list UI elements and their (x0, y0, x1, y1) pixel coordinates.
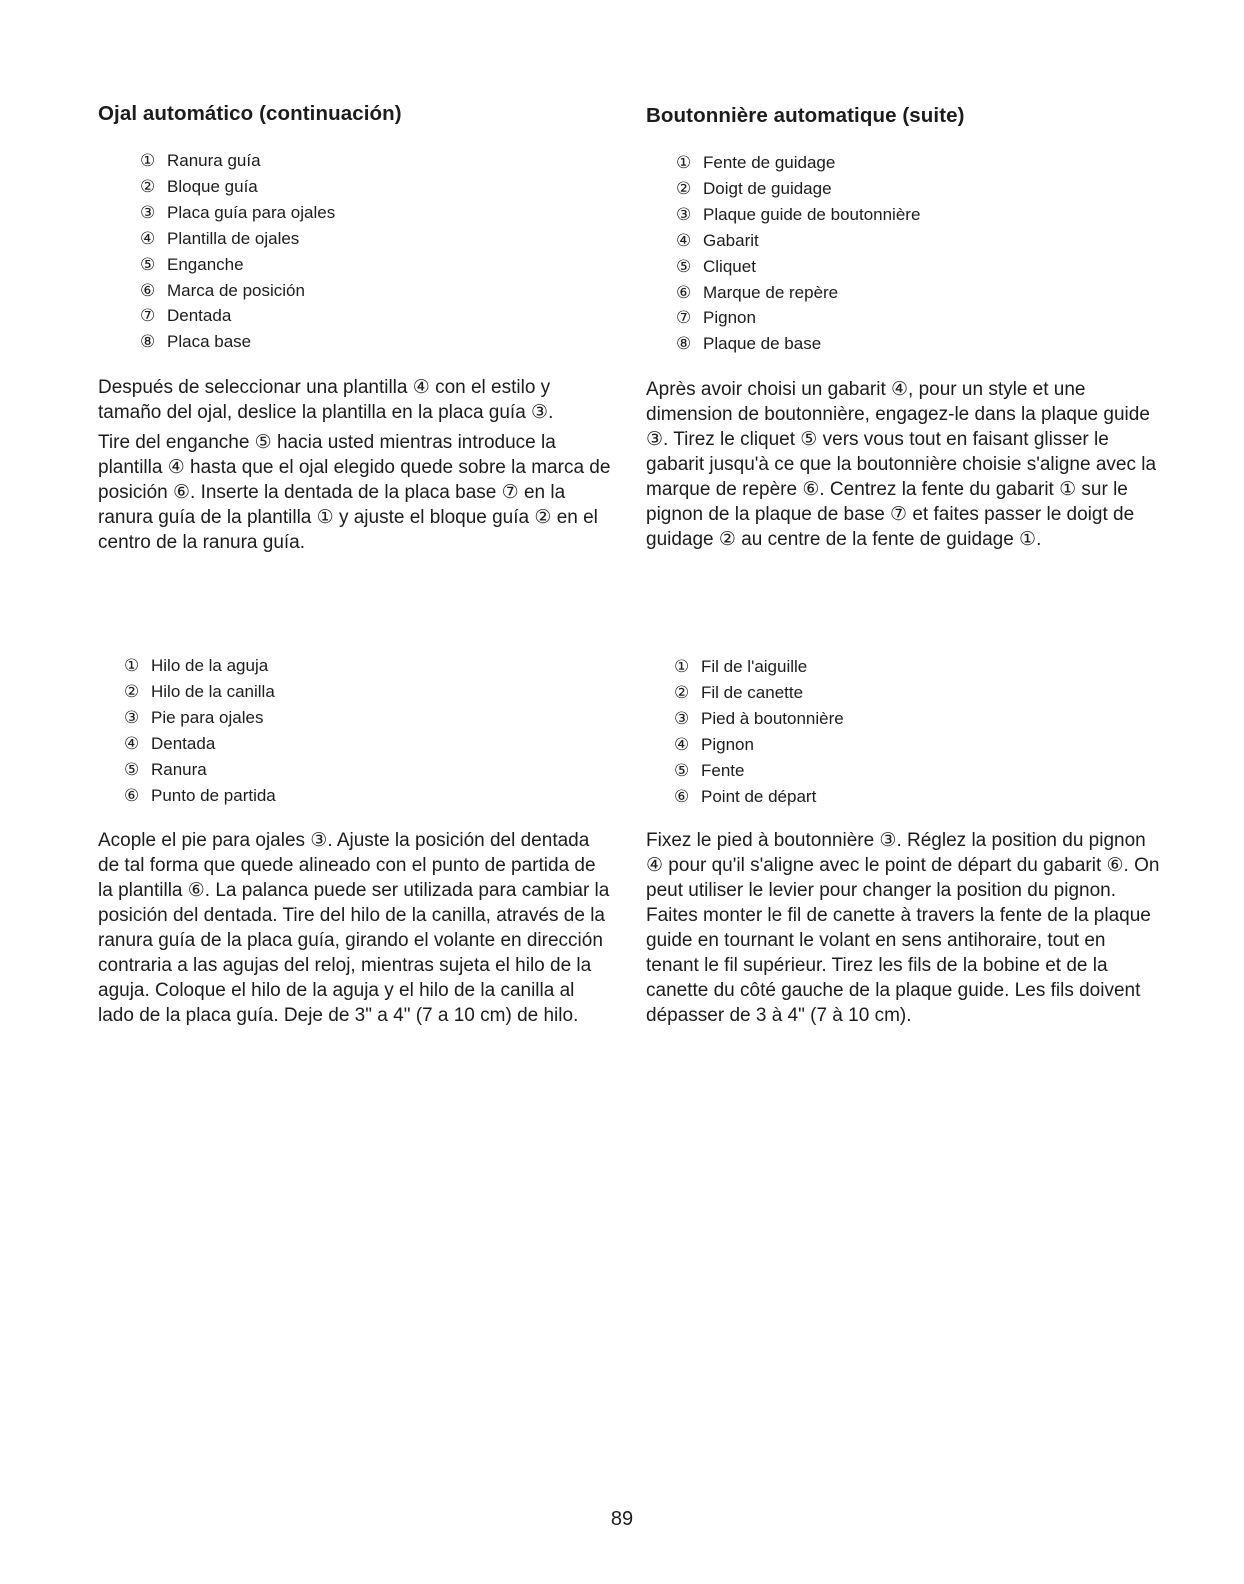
list-item: ① Fente de guidage (676, 153, 836, 172)
list-item: ⑧ Plaque de base (676, 334, 822, 354)
list-item: ⑤ Cliquet (676, 256, 756, 276)
list-item: ④ Plantilla de ojales (140, 228, 300, 248)
list-item: ④ Dentada (124, 733, 216, 753)
list-item: ⑥ Point de départ (674, 786, 817, 806)
parts-list-fr-2 (646, 654, 1194, 809)
list-item: ⑦ Pignon (676, 308, 756, 328)
list-item: ⑥ Marque de repère (676, 282, 839, 302)
section-title-es: Ojal automático (continuación) (98, 102, 402, 125)
list-item: ③ Pie para ojales (124, 707, 264, 727)
list-item: ① Ranura guía (140, 151, 261, 170)
paragraph-fr-1: Après avoir choisi un gabarit ④, pour un style et une dimension de boutonnière, engagez-le dans la plaque guide ③. Tirez le cliquet ⑤ vers vous tout en faisant glisser le gabarit jusqu'à ce que la boutonnière choisie s'aligne avec la marque de repère ⑥. Centrez la fente du gabarit ① sur le pignon de la plaque de base ⑦ et faites passer le doigt de guidage ② au centre de la fente de guidage ①. (646, 379, 1157, 550)
parts-list-es-2 (98, 653, 644, 808)
list-item: ② Bloque guía (140, 176, 258, 196)
paragraph-es-2: Tire del enganche ⑤ hacia usted mientras introduce la plantilla ④ hasta que el ojal elegido quede sobre la marca de posición ⑥. Inserte la dentada de la placa base ⑦ en la ranura guía de la plantilla ① y ajuste el bloque guía ② en el centro de la ranura guía. (98, 432, 611, 553)
list-item: ⑧ Placa base (140, 332, 252, 352)
list-item: ③ Placa guía para ojales (140, 202, 336, 222)
list-item: ① Hilo de la aguja (124, 656, 269, 675)
list-item: ⑦ Dentada (140, 306, 232, 326)
list-item: ④ Pignon (674, 734, 754, 754)
list-item: ① Fil de l'aiguille (674, 657, 808, 676)
list-item: ⑤ Fente (674, 760, 745, 780)
list-item: ② Fil de canette (674, 682, 804, 702)
list-item: ④ Gabarit (676, 230, 759, 250)
paragraph-fr-3: Fixez le pied à boutonnière ③. Réglez la position du pignon ④ pour qu'il s'aligne avec le point de départ du gabarit ⑥. On peut utiliser le levier pour changer la position du pignon. Faites monter le fil de canette à travers la fente de la plaque guide en tournant le volant en sens antihoraire, tout en tenant le fil supérieur. Tirez les fils de la bobine et de la canette du côté gauche de la plaque guide. Les fils doivent dépasser de 3 à 4" (7 à 10 cm). (646, 830, 1160, 1026)
page-number: 89 (610, 1508, 634, 1530)
paragraph-es-3: Acople el pie para ojales ③. Ajuste la posición del dentada de tal forma que quede alineado con el punto de partida de la plantilla ⑥. La palanca puede ser utilizada para cambiar la posición del dentada. Tire del hilo de la canilla, através de la ranura guía de la placa guía, girando el volante en dirección contraria a las agujas del reloj, mientras sujeta el hilo de la aguja. Coloque el hilo de la aguja y el hilo de la canilla al lado de la placa guía. Deje de 3" a 4" (7 a 10 cm) de hilo. (98, 830, 610, 1026)
parts-list-fr-1 (646, 150, 1196, 357)
list-item: ② Hilo de la canilla (124, 681, 275, 701)
parts-list-es-1 (98, 148, 660, 355)
list-item: ⑥ Marca de posición (140, 280, 305, 300)
paragraph-es-1: Después de seleccionar una plantilla ④ con el estilo y tamaño del ojal, deslice la plantilla en la placa guía ③. (98, 377, 554, 423)
list-item: ⑥ Punto de partida (124, 785, 276, 805)
list-item: ② Doigt de guidage (676, 178, 832, 198)
list-item: ⑤ Enganche (140, 254, 244, 274)
list-item: ③ Pied à boutonnière (674, 708, 844, 728)
section-title-fr: Boutonnière automatique (suite) (646, 104, 965, 127)
list-item: ③ Plaque guide de boutonnière (676, 204, 921, 224)
list-item: ⑤ Ranura (124, 759, 207, 779)
